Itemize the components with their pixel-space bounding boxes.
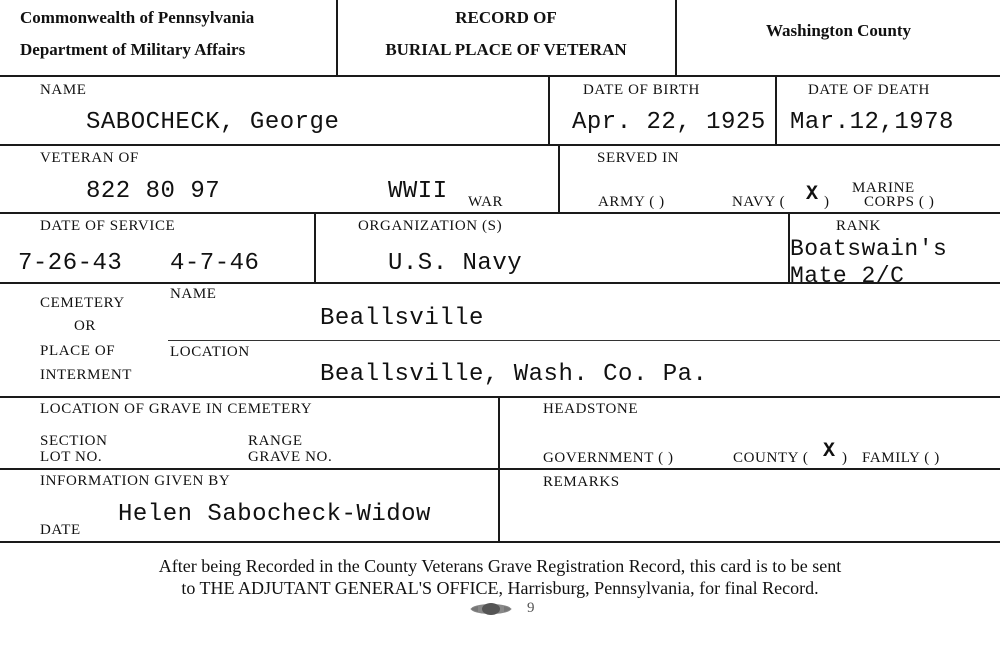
- row2-bottom-rule: [0, 212, 1000, 214]
- dob-value: Apr. 22, 1925: [572, 109, 766, 136]
- print-number: 9: [527, 600, 535, 616]
- printer-mark-icon: [468, 601, 514, 622]
- dod-value: Mar.12,1978: [790, 109, 954, 136]
- form-title: BURIAL PLACE OF VETERAN: [385, 40, 627, 59]
- row1-bottom-rule: [0, 144, 1000, 146]
- corps-option: CORPS ( ): [864, 194, 935, 210]
- cemetery-name-value: Beallsville: [320, 305, 484, 332]
- cemetery-label: CEMETERY: [40, 295, 125, 311]
- range-label: RANGE: [248, 433, 303, 449]
- remarks-label: REMARKS: [543, 474, 620, 490]
- grave-no-label: GRAVE NO.: [248, 449, 333, 465]
- organization-value: U.S. Navy: [388, 250, 523, 277]
- service-from-date: 7-26-43: [18, 250, 123, 277]
- navy-option-label: NAVY (: [732, 194, 786, 210]
- cemetery-name-rule: [168, 340, 1000, 341]
- grave-bottom-rule: [0, 468, 1000, 470]
- row1-divider-a: [548, 77, 550, 145]
- name-value: SABOCHECK, George: [86, 109, 340, 136]
- headstone-label: HEADSTONE: [543, 401, 639, 417]
- service-to-date: 4-7-46: [170, 250, 260, 277]
- footer-instruction-line2: to THE ADJUTANT GENERAL'S OFFICE, Harrisburg, Pennsylvania, for final Record.: [181, 578, 819, 598]
- service-number: 822 80 97: [86, 178, 221, 205]
- info-given-by-value: Helen Sabocheck-Widow: [118, 501, 431, 528]
- section-label: SECTION: [40, 433, 108, 449]
- headstone-county-option-label: COUNTY (: [733, 450, 809, 466]
- navy-checkmark: X: [806, 183, 819, 206]
- date-label: DATE: [40, 522, 81, 538]
- header-department: Department of Military Affairs: [20, 40, 246, 59]
- header-record-of: RECORD OF: [455, 8, 557, 27]
- row3-divider-a: [314, 214, 316, 282]
- veteran-of-label: VETERAN OF: [40, 150, 139, 166]
- header-commonwealth: Commonwealth of Pennsylvania: [20, 8, 255, 27]
- cemetery-location-label: LOCATION: [170, 344, 250, 360]
- war-value: WWII: [388, 178, 448, 205]
- date-of-service-label: DATE OF SERVICE: [40, 218, 176, 234]
- info-bottom-rule: [0, 541, 1000, 543]
- header-bottom-rule: [0, 75, 1000, 77]
- organization-label: ORGANIZATION (S): [358, 218, 503, 234]
- row2-divider: [558, 146, 560, 212]
- marine-label: MARINE: [852, 180, 915, 196]
- interment-label: INTERMENT: [40, 367, 133, 383]
- cemetery-name-label: NAME: [170, 286, 217, 302]
- served-in-label: SERVED IN: [597, 150, 680, 166]
- dod-label: DATE OF DEATH: [808, 82, 930, 98]
- cemetery-or-label: OR: [74, 318, 97, 334]
- row1-divider-b: [775, 77, 777, 145]
- grave-location-label: LOCATION OF GRAVE IN CEMETERY: [40, 401, 313, 417]
- headstone-government-option: GOVERNMENT ( ): [543, 450, 674, 466]
- cemetery-location-value: Beallsville, Wash. Co. Pa.: [320, 361, 708, 388]
- army-option: ARMY ( ): [598, 194, 665, 210]
- footer-instruction-line1: After being Recorded in the County Veterans Grave Registration Record, this card is to be sent: [158, 556, 842, 576]
- info-given-by-label: INFORMATION GIVEN BY: [40, 473, 231, 489]
- navy-option-close: ): [824, 194, 830, 210]
- rank-value-line2: Mate 2/C: [790, 263, 905, 289]
- name-label: NAME: [40, 82, 87, 98]
- war-label: WAR: [468, 194, 504, 210]
- grave-divider: [498, 398, 500, 542]
- headstone-family-option: FAMILY ( ): [862, 450, 940, 466]
- lot-no-label: LOT NO.: [40, 449, 103, 465]
- county-checkmark: X: [823, 440, 836, 463]
- headstone-county-option-close: ): [842, 450, 848, 466]
- header-county: Washington County: [765, 21, 912, 40]
- cemetery-bottom-rule: [0, 396, 1000, 398]
- place-of-label: PLACE OF: [40, 343, 116, 359]
- dob-label: DATE OF BIRTH: [583, 82, 700, 98]
- rank-label: RANK: [836, 218, 881, 234]
- rank-value-line1: Boatswain's: [790, 236, 948, 262]
